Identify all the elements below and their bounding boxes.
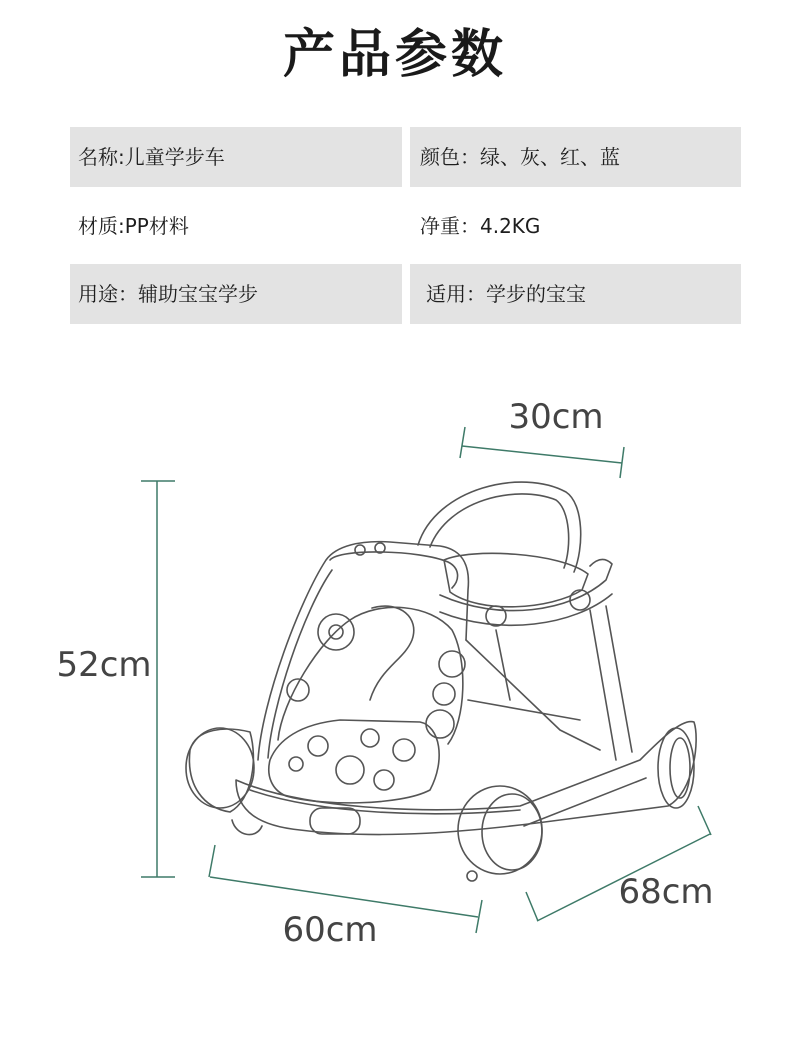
width-label: 30cm [508,397,604,437]
height-label: 52cm [56,645,152,685]
page-title: 产品参数 [282,25,507,85]
spec-material: 材质:PP材料 [78,214,189,238]
spec-usage: 用途：辅助宝宝学步 [70,264,402,324]
baby-walker-drawing [186,482,696,881]
walker-diagram [0,340,790,1060]
spec-color: 颜色：绿、灰、红、蓝 [410,127,741,187]
dimension-lines [141,427,714,933]
spec-suitable: 适用：学步的宝宝 [410,264,741,324]
spec-name: 名称:儿童学步车 [70,127,402,187]
spec-weight: 净重：4.2KG [420,214,541,238]
length-label: 60cm [282,910,378,950]
depth-label: 68cm [618,872,714,912]
